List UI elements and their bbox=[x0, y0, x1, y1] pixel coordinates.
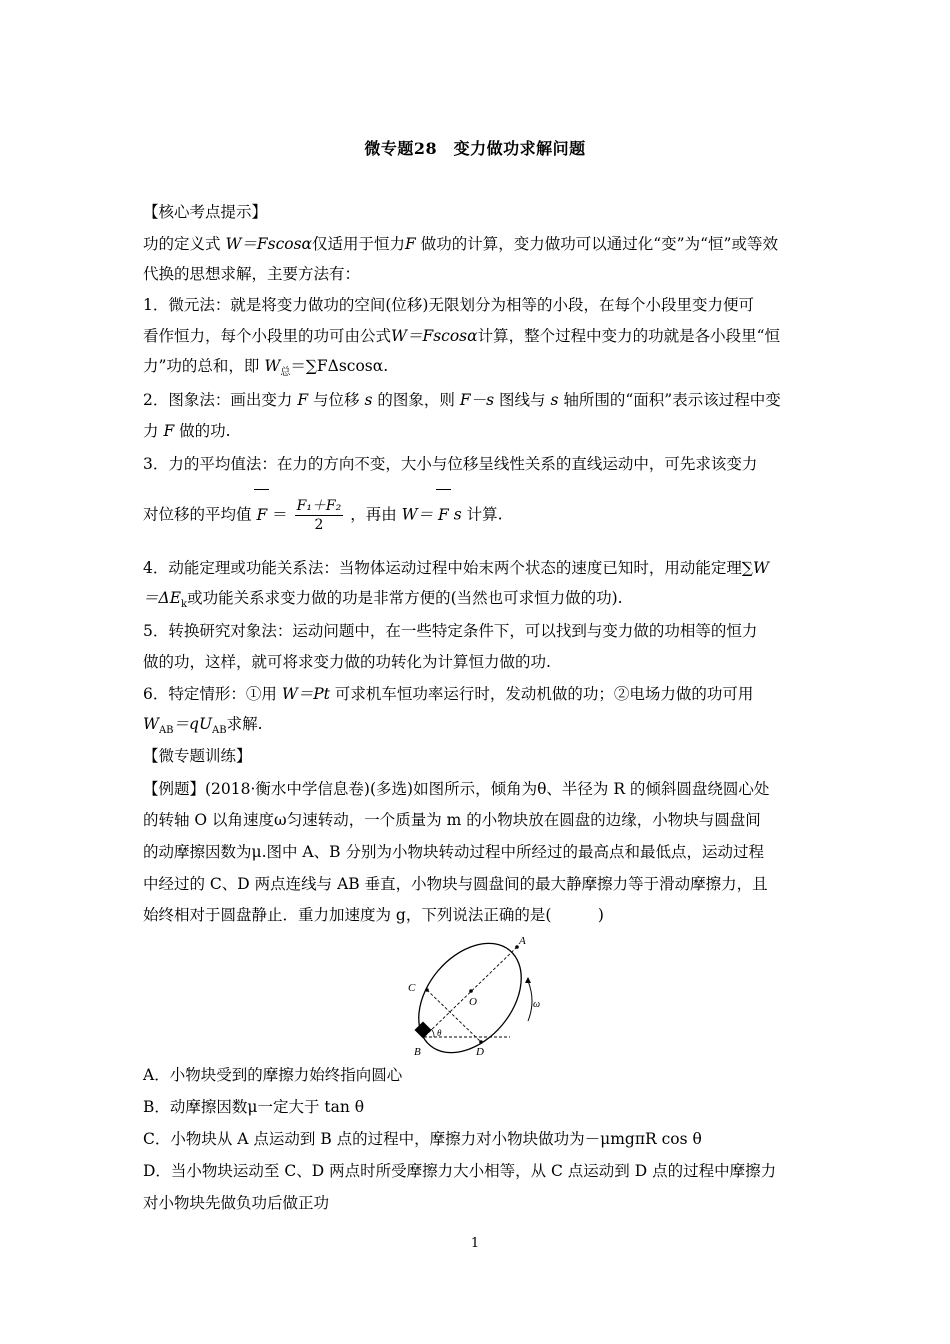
label-b: B bbox=[414, 1046, 421, 1058]
method1-line-2: 看作恒力，每个小段里的功可由公式W＝Fscosα计算，整个过程中变力的功就是各小段里“恒 bbox=[143, 327, 781, 345]
point-d bbox=[479, 1040, 483, 1044]
example-line-4: 中经过的 C、D 两点连线与 AB 垂直，小物块与圆盘间的最大静摩擦力等于滑动摩擦力，且 bbox=[143, 875, 768, 893]
option-c: C．小物块从 A 点运动到 B 点的过程中，摩擦力对小物块做功为－μmgπR cos θ bbox=[143, 1130, 702, 1148]
option-d-line-2: 对小物块先做负功后做正功 bbox=[143, 1194, 330, 1212]
page-title: 微专题28 变力做功求解问题 bbox=[364, 139, 586, 158]
average-force-fraction: $\frac{\text{F₁＋F₂}}{2}$ bbox=[296, 498, 342, 533]
method1-line-3: 力”功的总和，即 $W_总=\sum F\Delta scos\alpha$. bbox=[143, 357, 389, 379]
method5-line-2: 做的功，这样，就可将求变力做的功转化为计算恒力做的功. bbox=[143, 653, 551, 671]
method4-line-2: $=\Delta E_k$或功能关系求变力做的功是非常方便的(当然也可求恒力做的功). bbox=[143, 589, 623, 611]
intro-line-1: 功的定义式 W＝Fscosα仅适用于恒力F 做功的计算，变力做功可以通过化“变”为“恒”或等效 bbox=[143, 235, 778, 253]
option-d-line-1: D．当小物块运动至 C、D 两点时所受摩擦力大小相等，从 C 点运动到 D 点的过程中摩擦力 bbox=[143, 1162, 777, 1180]
point-o bbox=[469, 989, 473, 993]
average-force-symbol: F bbox=[256, 503, 267, 525]
example-line-2: 的转轴 O 以角速度ω匀速转动，一个质量为 m 的小物块放在圆盘的边缘，小物块与圆盘间 bbox=[143, 811, 761, 829]
label-c: C bbox=[408, 982, 416, 994]
label-omega: ω bbox=[533, 999, 541, 1010]
method6-line-1: 6．特定情形：①用 W＝Pt 可求机车恒功率运行时，发动机做的功；②电场力做的功可用 bbox=[143, 685, 754, 703]
rotation-arrow bbox=[528, 981, 532, 1021]
label-d: D bbox=[476, 1046, 484, 1058]
method1-line-1: 1．微元法：就是将变力做功的空间(位移)无限划分为相等的小段，在每个小段里变力便可 bbox=[143, 296, 754, 314]
example-line-5: 始终相对于圆盘静止．重力加速度为 g，下列说法正确的是( ) bbox=[143, 906, 604, 924]
section-heading-core: 【核心考点提示】 bbox=[143, 203, 268, 221]
method4-line-1: 4．动能定理或功能关系法：当物体运动过程中始末两个状态的速度已知时，用动能定理∑W bbox=[143, 559, 769, 577]
method6-line-2: $W_{AB}=qU_{AB}$求解. bbox=[143, 715, 263, 737]
option-b: B．动摩擦因数μ一定大于 tan θ bbox=[143, 1098, 365, 1116]
example-line-3: 的动摩擦因数为μ.图中 A、B 分别为小物块转动过程中所经过的最高点和最低点，运动过程 bbox=[143, 843, 764, 861]
method2-line-2: 力 F 做的功. bbox=[143, 422, 231, 440]
label-a: A bbox=[519, 935, 526, 947]
rotation-arrowhead bbox=[525, 977, 531, 983]
section-heading-training: 【微专题训练】 bbox=[143, 747, 252, 765]
inclined-disk-figure bbox=[400, 933, 550, 1058]
label-theta: θ bbox=[437, 1028, 442, 1038]
method2-line-1: 2．图象法：画出变力 F 与位移 s 的图象，则 F－s 图线与 s 轴所围的“面积”表示该过程中变 bbox=[143, 391, 781, 409]
intro-line-2: 代换的思想求解，主要方法有： bbox=[143, 265, 361, 283]
example-line-1: 【例题】(2018·衡水中学信息卷)(多选)如图所示，倾角为θ、半径为 R 的倾斜圆盘绕圆心处 bbox=[143, 780, 770, 798]
point-c bbox=[425, 988, 429, 992]
method5-line-1: 5．转换研究对象法：运动问题中，在一些特定条件下，可以找到与变力做的功相等的恒力 bbox=[143, 622, 758, 640]
small-block bbox=[415, 1022, 432, 1039]
option-a: A．小物块受到的摩擦力始终指向圆心 bbox=[143, 1066, 403, 1084]
method3-line-1: 3．力的平均值法：在力的方向不变，大小与位移呈线性关系的直线运动中，可先求该变力 bbox=[143, 455, 758, 473]
label-o: O bbox=[469, 996, 477, 1008]
method3-line-2: 对位移的平均值 F ＝ $\frac{\text{F₁＋F₂}}{2}$ ，再由 W＝ F s 计算. bbox=[143, 498, 503, 533]
theta-arc bbox=[431, 1029, 434, 1037]
page-number: 1 bbox=[470, 1236, 480, 1251]
average-force-symbol-2: F bbox=[438, 503, 449, 525]
